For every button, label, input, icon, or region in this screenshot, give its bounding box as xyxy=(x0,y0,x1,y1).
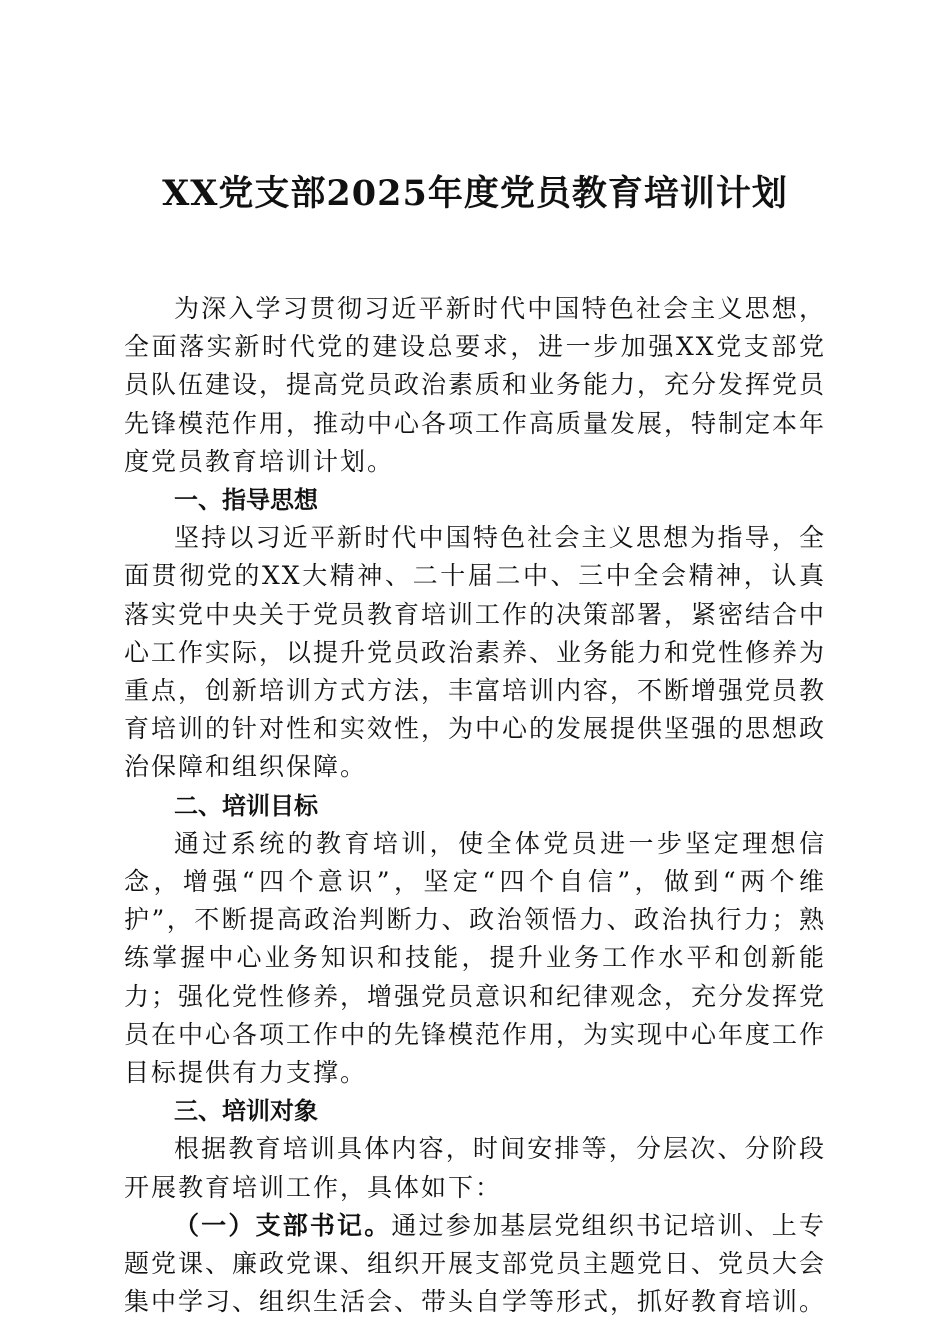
subsection-lead: （一）支部书记。 xyxy=(174,1210,392,1240)
section-text-guiding-ideology: 坚持以习近平新时代中国特色社会主义思想为指导，全面贯彻党的XX大精神、二十届二中、三中全会精神，认真落实党中央关于党员教育培训工作的决策部署，紧密结合中心工作实际，以提升党员政治素养、业务能力和党性修养为重点，创新培训方式方法，丰富培训内容，不断增强党员教育培训的针对性和实效性，为中心的发展提供坚强的思想政治保障和组织保障。 xyxy=(124,523,827,782)
subsection-branch-secretary xyxy=(124,1207,826,1322)
section-text-training-targets: 根据教育培训具体内容，时间安排等，分层次、分阶段开展教育培训工作，具体如下： xyxy=(124,1134,826,1202)
section-heading-training-targets: 三、培训对象 xyxy=(174,1097,318,1126)
intro-paragraph: 为深入学习贯彻习近平新时代中国特色社会主义思想，全面落实新时代党的建设总要求，进一步加强XX党支部党员队伍建设，提高党员政治素质和业务能力，充分发挥党员先锋模范作用，推动中心各项工作高质量发展，特制定本年度党员教育培训计划。 xyxy=(124,294,827,476)
section-text-training-goals: 通过系统的教育培训，使全体党员进一步坚定理想信念，增强“四个意识”，坚定“四个自信”，做到“两个维护”，不断提高政治判断力、政治领悟力、政治执行力；熟练掌握中心业务知识和技能，提升业务工作水平和创新能力；强化党性修养，增强党员意识和纪律观念，充分发挥党员在中心各项工作中的先锋模范作用，为实现中心年度工作目标提供有力支撑。 xyxy=(124,828,827,1088)
document-title: XX党支部2025年度党员教育培训计划 xyxy=(162,173,788,214)
section-heading-training-goals: 二、培训目标 xyxy=(174,791,318,820)
subsection-text: 通过参加基层党组织书记培训、上专题党课、廉政党课、组织开展支部党员主题党日、党员大会集中学习、组织生活会、带头自学等形式，抓好教育培训。 xyxy=(124,1210,827,1317)
document-body xyxy=(124,290,826,1321)
section-heading-guiding-ideology: 一、指导思想 xyxy=(174,486,318,515)
